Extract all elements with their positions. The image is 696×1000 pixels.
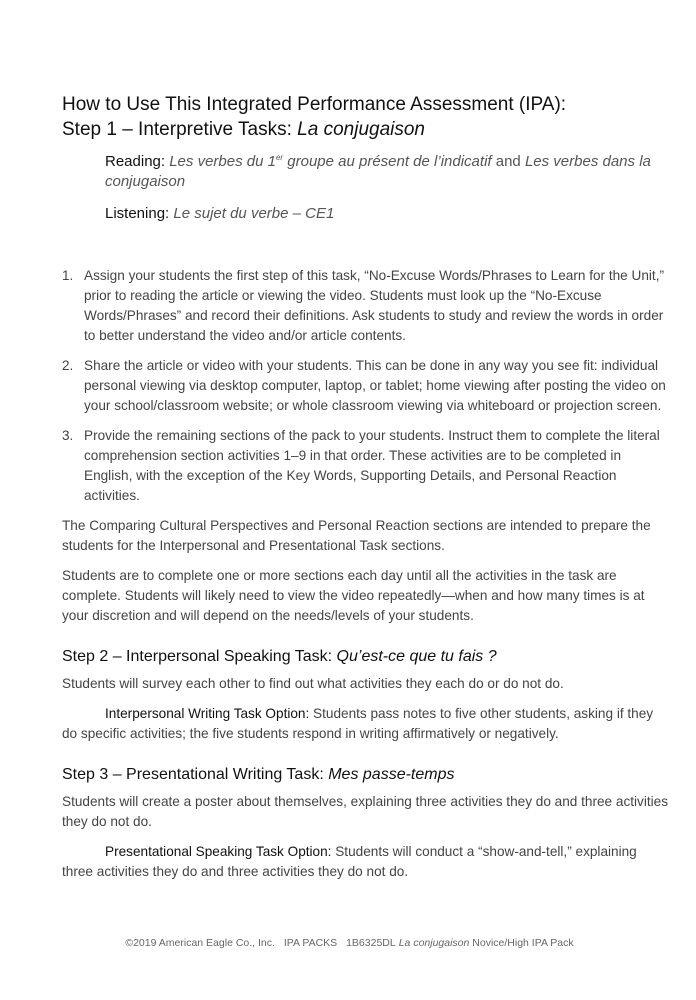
- reading-line: Reading: Les verbes du 1er groupe au présent de l’indicatif and Les verbes dans la conjugaison: [105, 153, 651, 190]
- page-footer: ©2019 American Eagle Co., Inc. IPA PACKS 1B6325DL La conjugaison Novice/High IPA Pack: [125, 937, 574, 949]
- paragraph: Students will survey each other to find out what activities they each do or do not do.: [62, 676, 564, 691]
- paragraph: Students are to complete one or more sections each day until all the activities in the task are complete. Students will likely need to view the video repeatedly—when and how many times is at your discretion and will depend on the needs/levels of your students.: [62, 568, 645, 623]
- list-item: 3. Provide the remaining sections of the pack to your students. Instruct them to complete the literal comprehension section activities 1–9 in that order. These activities are to be completed in English, with the exception of the Key Words, Supporting Details, and Personal Reaction activities.: [62, 428, 660, 503]
- paragraph: The Comparing Cultural Perspectives and Personal Reaction sections are intended to prepare the students for the Interpersonal and Presentational Task sections.: [62, 518, 651, 553]
- page-title: How to Use This Integrated Performance Assessment (IPA): Step 1 – Interpretive Tasks: La conjugaison: [62, 94, 567, 140]
- document-page: [62, 92, 668, 892]
- list-item: 1. Assign your students the first step of this task, “No-Excuse Words/Phrases to Learn for the Unit,” prior to reading the article or viewing the video. Students must look up the “No-Excuse Words/Phrases” and record their definitions. Ask students to study and review the words in order to better understand the video and/or article contents.: [62, 268, 664, 343]
- step2-option: Interpersonal Writing Task Option: Students pass notes to five other students, asking if they do specific activities; the five students respond in writing affirmatively or negatively.: [62, 706, 654, 741]
- step2-heading: Step 2 – Interpersonal Speaking Task: Qu’est-ce que tu fais ?: [62, 648, 497, 665]
- step1-instructions: [62, 266, 668, 506]
- step3-option: Presentational Speaking Task Option: Students will conduct a “show-and-tell,” explaining three activities they do and three activities they do not do.: [62, 844, 637, 879]
- paragraph: Students will create a poster about themselves, explaining three activities they do and three activities they do not do.: [62, 794, 669, 829]
- step3-heading: Step 3 – Presentational Writing Task: Mes passe-temps: [62, 766, 455, 783]
- listening-line: Listening: Le sujet du verbe – CE1: [105, 205, 335, 222]
- list-item: 2. Share the article or video with your students. This can be done in any way you see fit: individual personal viewing via desktop computer, laptop, or tablet; home viewing after posting the video on your school/classroom website; or whole classroom viewing via whiteboard or projection screen.: [62, 358, 666, 413]
